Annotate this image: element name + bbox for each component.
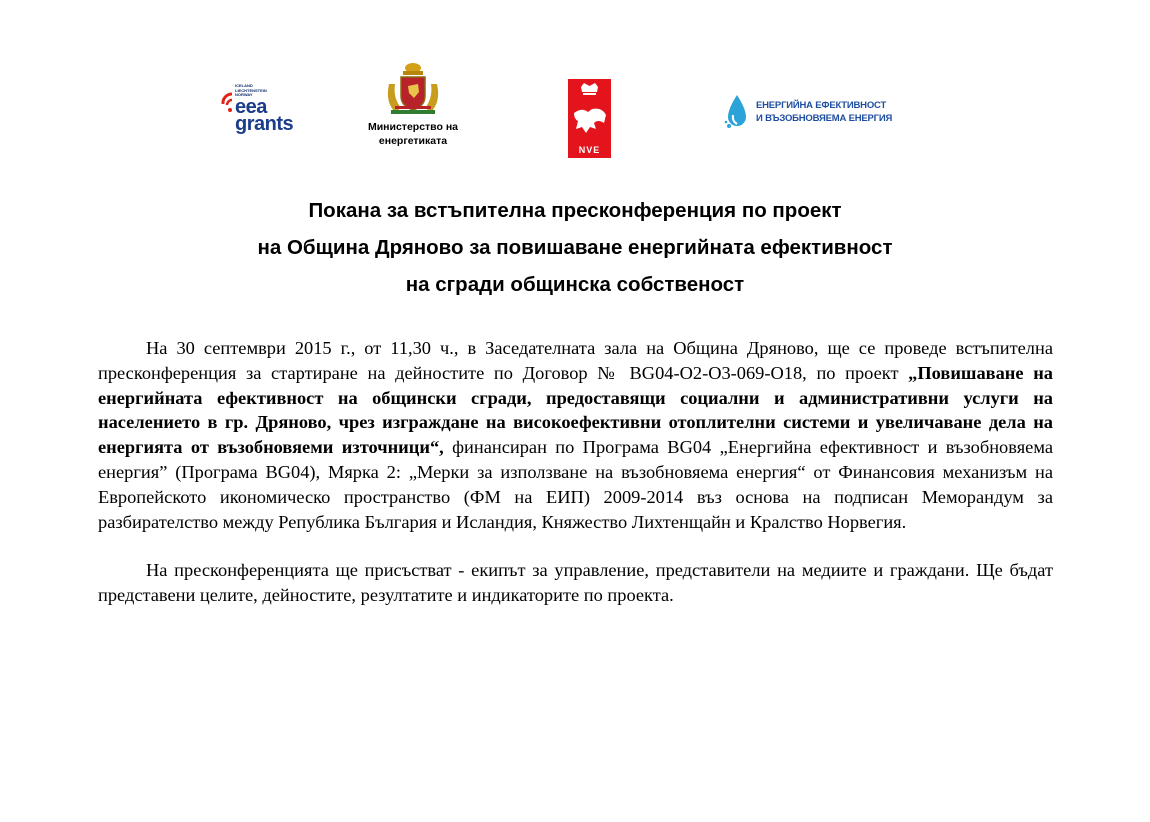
- paragraph-1-intro: На 30 септември 2015 г., от 11,30 ч., в Заседателната зала на Община Дряново, ще се проведе встъпителна пресконференция за стартиране на дейностите по Договор № BG04-O2-O3-069-O18, по проект: [98, 338, 1053, 383]
- title-line-2: на Община Дряново за повишаване енергийната ефективност: [257, 236, 893, 259]
- document-body: [98, 336, 1053, 608]
- ministry-caption-line1: Министерство на: [367, 121, 459, 133]
- nve-logo: [568, 79, 611, 158]
- energy-program-logo: [724, 93, 924, 133]
- nve-crest-icon: [568, 79, 611, 158]
- ministry-logo: [348, 62, 478, 154]
- ministry-caption: [348, 120, 478, 148]
- eea-grants-logo: [218, 84, 308, 144]
- paragraph-1-rest: финансиран по Програма BG04 „Енергийна ефективност и възобновяема енергия” (Програма BG04), Мярка 2: „Мерки за използване на възобновяема енергия“ от Финансовия механизъм на Европейското икономическо пространство (ФМ на ЕИП) 2009-2014 въз основа на подписан Меморандум за разбирателство между Република България и Исландия, Княжество Лихтенщайн и Кралство Норвегия.: [98, 437, 1053, 532]
- paragraph-2: На пресконференцията ще присъстват - екипът за управление, представители на медиите и граждани. Ще бъдат представени целите, дейностите, резултатите и индикаторите по проекта.: [98, 560, 1053, 606]
- grants-word: grants: [235, 113, 294, 135]
- title-line-3: на сгради общинска собственост: [405, 273, 745, 296]
- project-name: „Повишаване на енергийната ефективност на общински сгради, предоставящи социални и административни услуги на населението в гр. Дряново, чрез изграждане на високоефективни отоплителни системи и увеличаване дела на енергията от възобновяеми източници“,: [98, 362, 1053, 458]
- nve-text: NVE: [578, 145, 601, 155]
- title-line-1: Покана за встъпителна пресконференция по проект: [308, 199, 842, 222]
- bulgarian-coat-of-arms-icon: [381, 62, 445, 116]
- eea-grants-mark-icon: [218, 90, 234, 130]
- eea-countries-text: ICELAND LIECHTENSTEIN NORWAY: [235, 83, 267, 97]
- document-title: [0, 192, 1150, 303]
- energy-program-line2: И ВЪЗОБНОВЯЕМА ЕНЕРГИЯ: [756, 113, 893, 124]
- water-drop-icon: [724, 93, 750, 133]
- energy-program-line1: ЕНЕРГИЙНА ЕФЕКТИВНОСТ: [756, 100, 887, 111]
- eea-word: eea: [235, 96, 267, 118]
- paragraph-1: [98, 336, 1053, 534]
- ministry-caption-line2: енергетиката: [378, 135, 448, 147]
